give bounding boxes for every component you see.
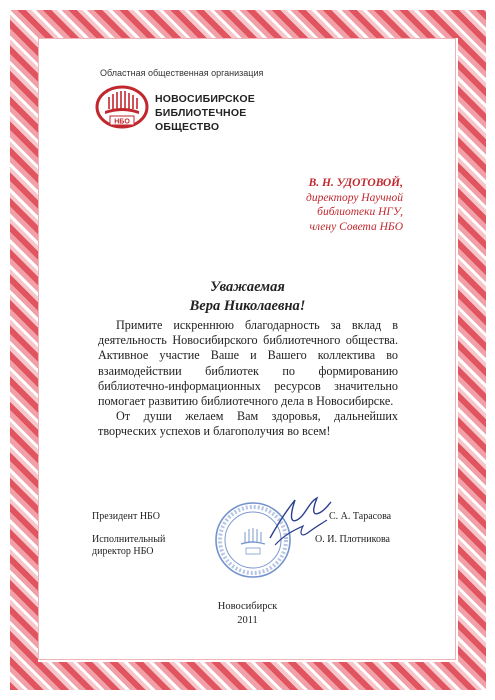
body-paragraph-1: Примите искреннюю благодарность за вклад в деятельность Новосибирского библиотечного общества. Активное участие Ваше и Вашего коллектива во взаимодействии библиотек по формированию библиотечно-информационных ресурсов значительно помогает развитию библиотечного дела в Новосибирске. — [98, 318, 398, 409]
addressee-line-3: члену Совета НБО — [309, 220, 403, 233]
salutation — [0, 278, 495, 316]
president-name: С. А. Тарасова — [329, 511, 392, 522]
exec-title-line-1: Исполнительный — [92, 534, 166, 545]
addressee-block — [306, 176, 403, 234]
president-title: Президент НБО — [92, 511, 160, 522]
addressee-line-1: директору Научной — [306, 191, 403, 204]
addressee-name: В. Н. УДОТОВОЙ, — [308, 177, 403, 189]
handwritten-signature — [265, 490, 335, 550]
org-caption: Областная общественная организация — [100, 68, 264, 78]
logo-text: НБО — [114, 118, 130, 126]
org-name-line-3: ОБЩЕСТВО — [155, 121, 220, 133]
exec-name: О. И. Плотникова — [315, 534, 390, 545]
salutation-line-2: Вера Николаевна! — [189, 298, 306, 314]
salutation-line-1: Уважаемая — [210, 279, 285, 295]
footer-city: Новосибирск — [217, 601, 278, 612]
nbo-logo — [95, 85, 149, 131]
body-paragraph-2: От души желаем Вам здоровья, дальнейших творческих успехов и благополучия во всем! — [98, 409, 398, 439]
exec-title-line-2: директор НБО — [92, 546, 154, 557]
org-name — [155, 92, 255, 134]
footer-year: 2011 — [237, 615, 258, 626]
org-name-line-1: НОВОСИБИРСКОЕ — [155, 93, 255, 105]
org-name-line-2: БИБЛИОТЕЧНОЕ — [155, 107, 247, 119]
exec-title — [92, 534, 165, 558]
addressee-line-2: библиотеки НГУ, — [317, 206, 403, 218]
letter-footer — [0, 600, 495, 628]
letter-body — [98, 318, 398, 440]
